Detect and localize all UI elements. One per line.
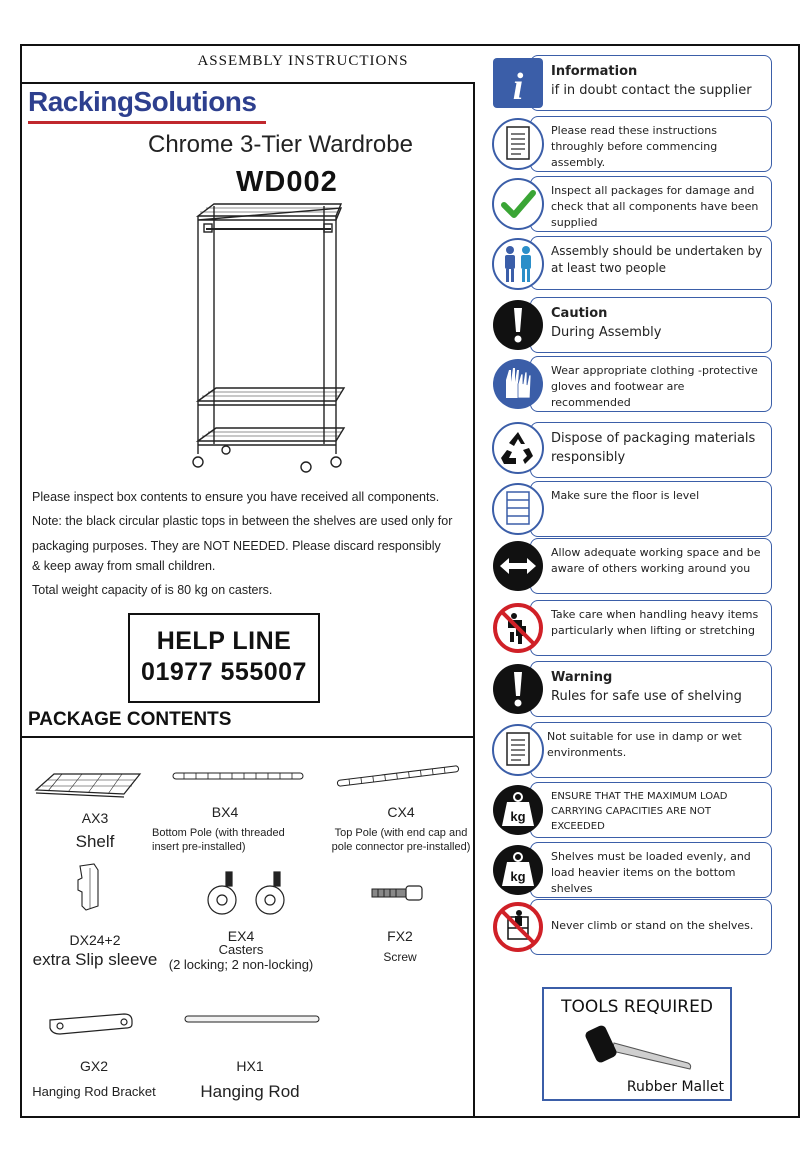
part-code: CX4 — [387, 804, 415, 820]
rule-text: Warning Rules for safe use of shelving — [530, 661, 772, 717]
tool-item: Rubber Mallet — [626, 1079, 724, 1095]
rule-text: Make sure the floor is level — [530, 481, 772, 537]
rule-text: Shelves must be loaded evenly, and load heavier items on the bottom shelves — [530, 842, 772, 898]
divider — [20, 736, 475, 738]
part-code: AX3 — [81, 810, 109, 826]
recycle-icon — [492, 422, 544, 474]
package-contents-title: PACKAGE CONTENTS — [28, 709, 232, 730]
part-name: Casters — [218, 942, 264, 957]
part-code: GX2 — [79, 1058, 108, 1074]
rule-text: Assembly should be undertaken by at least two people — [530, 236, 772, 290]
part-name: extra Slip sleeve — [32, 950, 158, 969]
part-description: Screw — [383, 950, 417, 964]
part-hx1 — [180, 1058, 320, 1102]
heavy-lifting-icon — [492, 602, 544, 654]
weight-label: kg — [510, 809, 526, 824]
tools-required-box — [542, 987, 732, 1101]
brand-logo: RackingSolutions — [28, 86, 257, 117]
note-line: Please inspect box contents to ensure you have received all components. — [32, 490, 440, 504]
gloves-icon — [492, 358, 544, 410]
helpline-box — [128, 613, 320, 703]
part-description: Hanging Rod Bracket — [32, 1084, 156, 1099]
part-bx4 — [152, 804, 298, 854]
part-code: FX2 — [387, 928, 413, 944]
note-line: Total weight capacity of is 80 kg on casters. — [32, 583, 273, 597]
page-title: ASSEMBLY INSTRUCTIONS — [197, 53, 409, 69]
note-line: & keep away from small children. — [32, 559, 216, 573]
part-ax3 — [50, 810, 140, 852]
rule-text: Not suitable for use in damp or wet environments. — [530, 722, 772, 778]
part-code: HX1 — [236, 1058, 264, 1074]
rule-text: Dispose of packaging materials responsibly — [530, 422, 772, 478]
level-floor-icon — [492, 483, 544, 535]
rule-text: Caution During Assembly — [530, 297, 772, 353]
helpline-number: 01977 555007 — [141, 658, 307, 686]
exclamation-icon — [492, 663, 544, 715]
part-code: EX4 — [227, 928, 255, 944]
hanging-rod-bracket-illustration — [46, 1010, 136, 1038]
tools-title: TOOLS REQUIRED — [561, 997, 713, 1017]
rule-text: Please read these instructions throughly before commencing assembly. — [530, 116, 772, 172]
information-icon — [492, 57, 544, 109]
slip-sleeve-illustration — [72, 862, 108, 912]
note-line: Note: the black circular plastic tops in between the shelves are used only for — [32, 514, 453, 528]
wardrobe-illustration — [186, 196, 351, 476]
bottom-pole-illustration — [172, 770, 304, 782]
rule-text: Take care when handling heavy items particularly when lifting or stretching — [530, 600, 772, 656]
part-dx24 — [20, 932, 170, 970]
no-climbing-icon — [492, 901, 544, 953]
document-icon — [492, 118, 544, 170]
brand-underline — [28, 121, 266, 124]
weight-icon — [492, 844, 544, 896]
rule-text: Inspect all packages for damage and check that all components have been supplied — [530, 176, 772, 232]
shelf-illustration — [32, 770, 144, 802]
weight-icon — [492, 784, 544, 836]
hanging-rod-illustration — [184, 1014, 320, 1024]
double-arrow-icon — [492, 540, 544, 592]
top-pole-illustration — [335, 764, 461, 788]
rule-text: Allow adequate working space and be aware of others working around you — [530, 538, 772, 594]
rule-text: Information if in doubt contact the supplier — [530, 55, 772, 111]
part-fx2 — [352, 928, 448, 964]
part-description: (2 locking; 2 non-locking) — [168, 957, 314, 972]
screw-illustration — [370, 884, 424, 902]
product-title: Chrome 3-Tier Wardrobe — [148, 131, 413, 158]
part-gx2 — [24, 1058, 164, 1099]
part-cx4 — [328, 804, 474, 854]
part-code: BX4 — [211, 804, 239, 820]
exclamation-icon — [492, 299, 544, 351]
rule-text: ENSURE THAT THE MAXIMUM LOAD CARRYING CAPACITIES ARE NOT EXCEEDED — [530, 782, 772, 838]
rule-text: Wear appropriate clothing -protective gloves and footwear are recommended — [530, 356, 772, 412]
document-icon — [492, 724, 544, 776]
rule-text: Never climb or stand on the shelves. — [530, 899, 772, 955]
rubber-mallet-illustration — [584, 1023, 694, 1071]
part-code: DX24+2 — [69, 932, 121, 948]
note-line: packaging purposes. They are NOT NEEDED. Please discard responsibly — [32, 539, 441, 553]
part-name: Hanging Rod — [200, 1082, 300, 1101]
casters-illustration — [196, 870, 296, 918]
product-code: WD002 — [236, 166, 338, 198]
weight-label: kg — [510, 869, 526, 884]
checkmark-icon — [492, 178, 544, 230]
part-description: Bottom Pole (with threaded insert pre-installed) — [152, 827, 285, 853]
part-name: Shelf — [75, 832, 115, 851]
part-description: Top Pole (with end cap and pole connector pre-installed) — [331, 827, 471, 853]
helpline-label: HELP LINE — [156, 627, 292, 655]
svg-text:i: i — [512, 66, 524, 108]
part-ex4 — [166, 928, 316, 972]
two-people-icon — [492, 238, 544, 290]
